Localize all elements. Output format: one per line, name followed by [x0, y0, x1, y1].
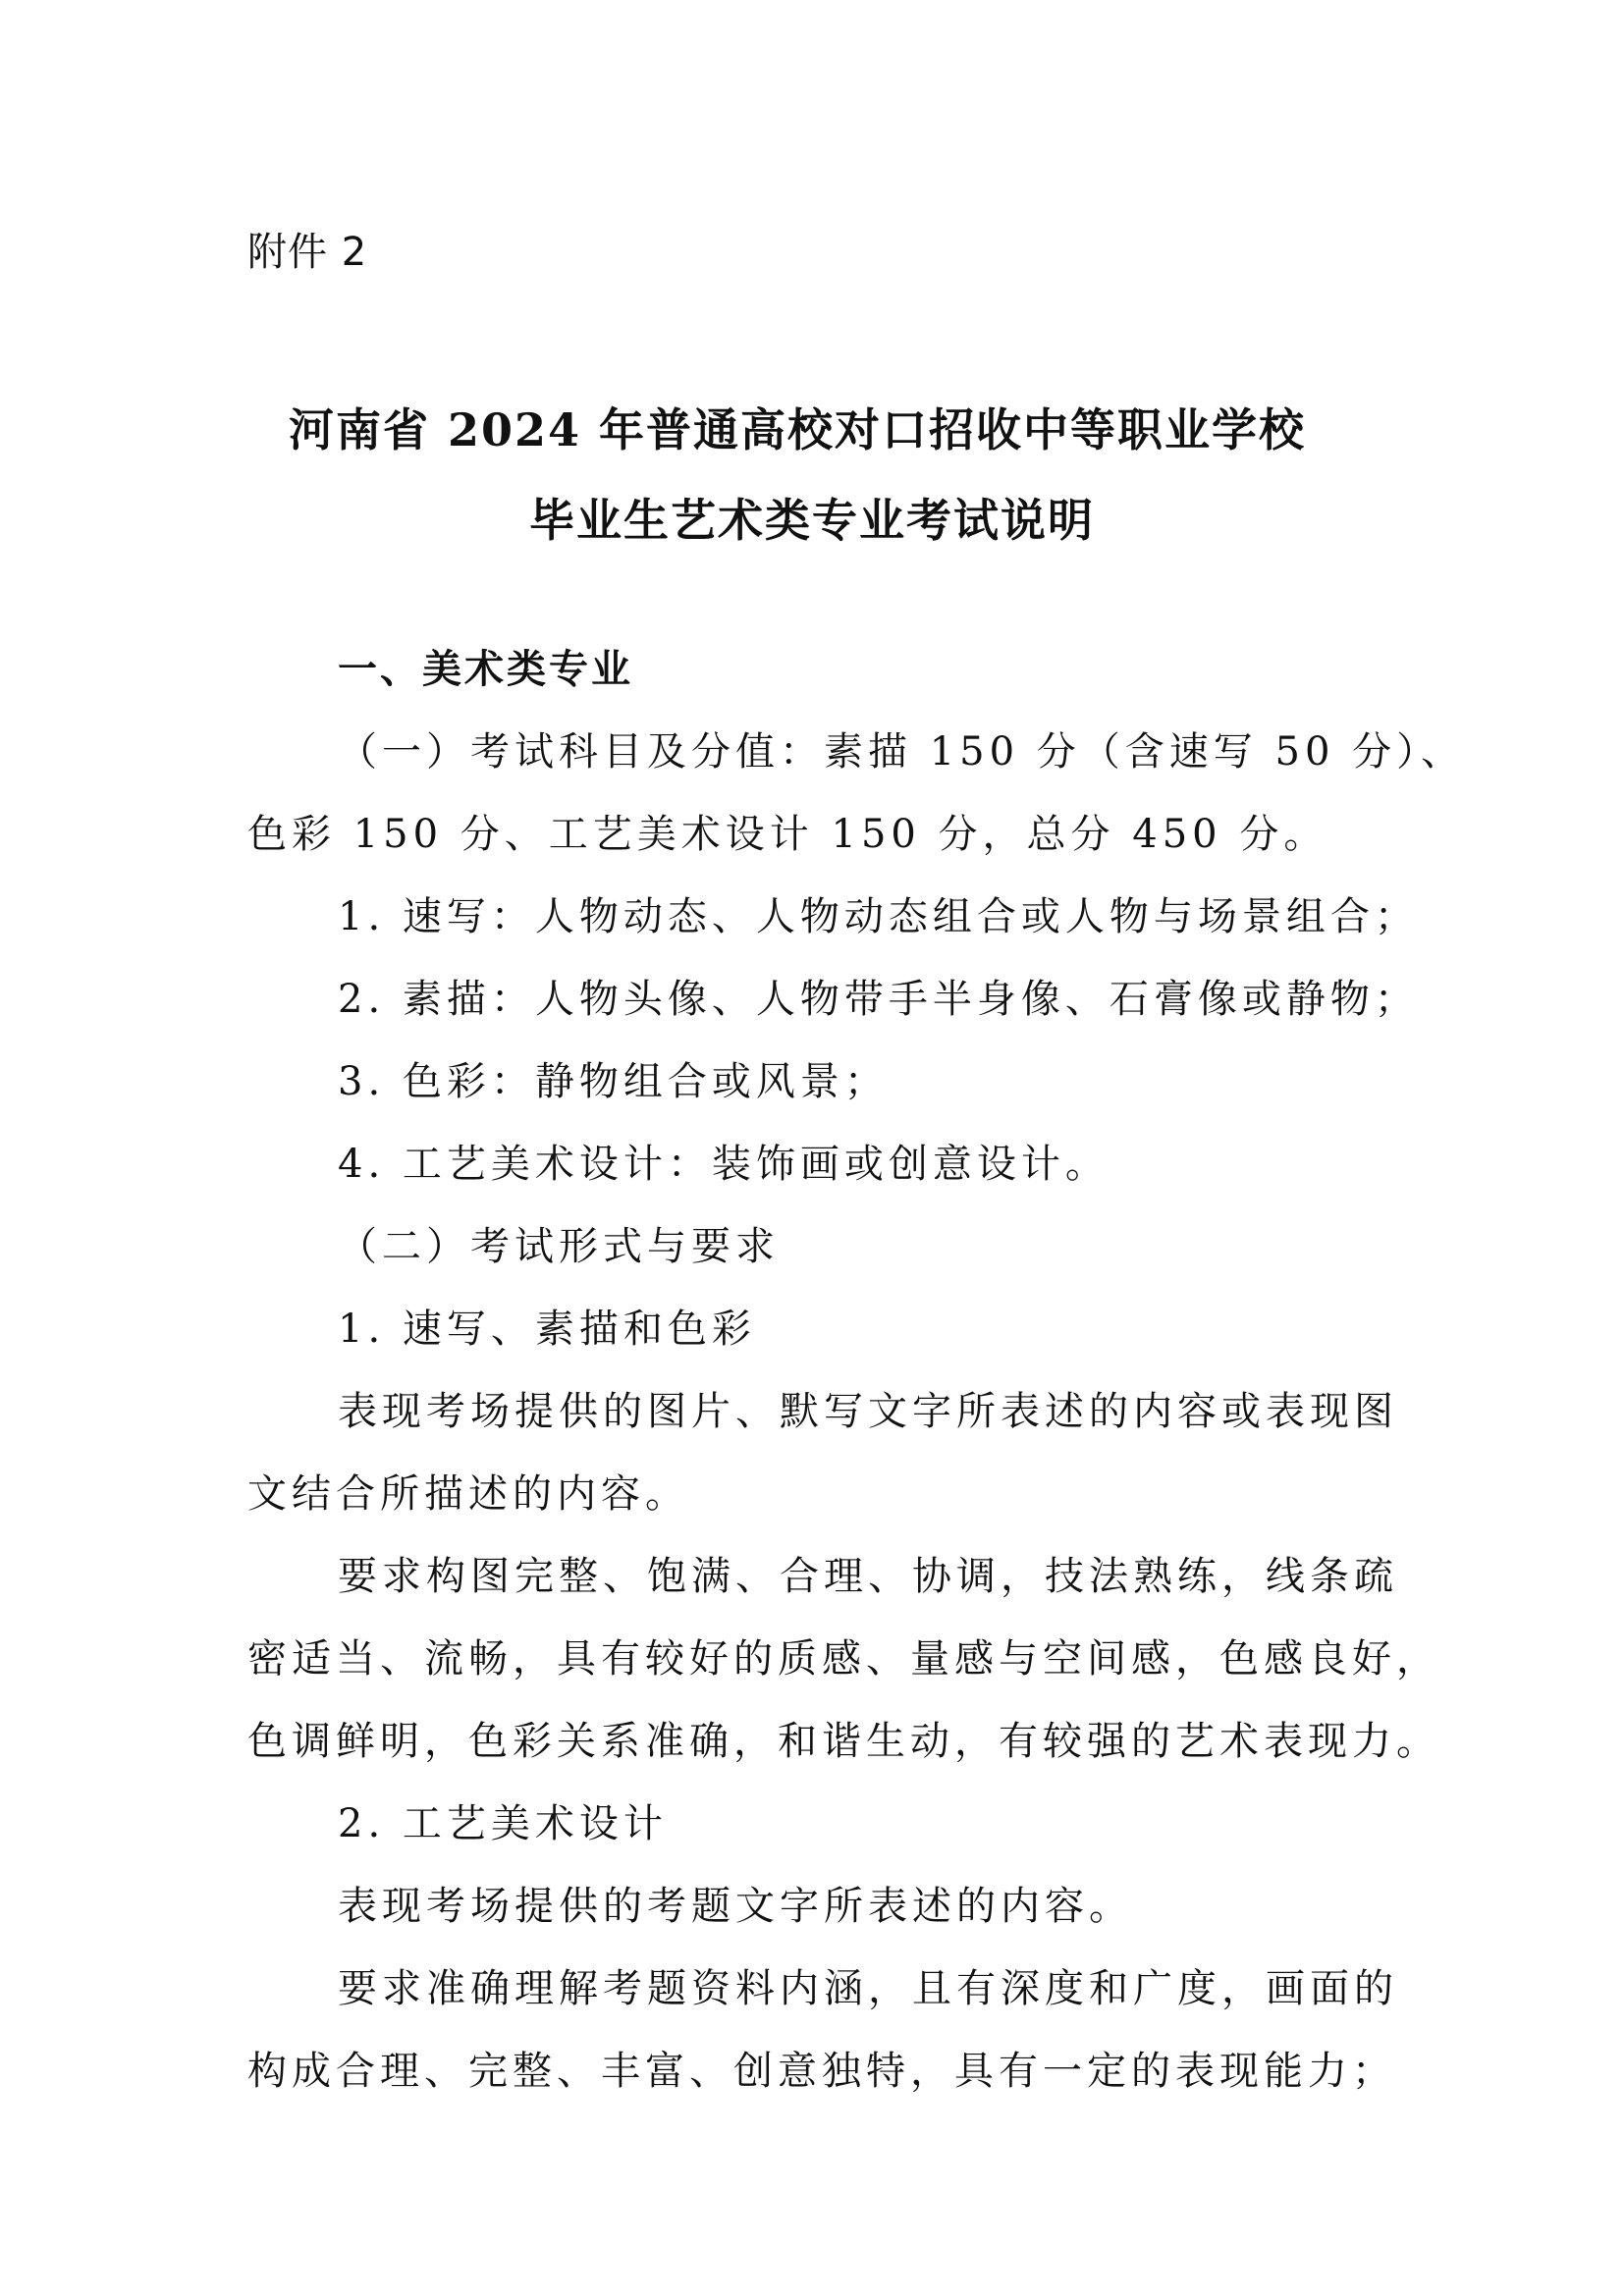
subjects-scores-line-2: 色彩 150 分、工艺美术设计 150 分，总分 450 分。	[247, 812, 1328, 857]
paragraph-4-line-2: 构成合理、完整、丰富、创意独特，具有一定的表现能力；	[247, 2049, 1396, 2094]
subsection-heading-format: （二）考试形式与要求	[338, 1224, 780, 1269]
document-title-line-1: 河南省 2024 年普通高校对口招收中等职业学校	[288, 403, 1307, 456]
list-item-sketching: 1. 速写：人物动态、人物动态组合或人物与场景组合；	[338, 894, 1419, 939]
paragraph-2-line-1: 要求构图完整、饱满、合理、协调，技法熟练，线条疏	[338, 1554, 1398, 1599]
list-item-drawing: 2. 素描：人物头像、人物带手半身像、石膏像或静物；	[338, 977, 1419, 1022]
paragraph-4-line-1: 要求准确理解考题资料内涵，且有深度和广度，画面的	[338, 1966, 1398, 2011]
paragraph-1-line-2: 文结合所描述的内容。	[247, 1471, 689, 1517]
document-title-line-2: 毕业生艺术类专业考试说明	[529, 494, 1095, 547]
section-heading-art: 一、美术类专业	[338, 647, 633, 692]
list-item-color: 3. 色彩：静物组合或风景；	[338, 1059, 889, 1104]
paragraph-2-line-2: 密适当、流畅，具有较好的质感、量感与空间感，色感良好，	[247, 1636, 1440, 1682]
paragraph-1-line-1: 表现考场提供的图片、默写文字所表述的内容或表现图	[338, 1389, 1398, 1434]
attachment-label: 附件 2	[247, 230, 368, 275]
subjects-scores-line-1: （一）考试科目及分值：素描 150 分（含速写 50 分）、	[338, 729, 1466, 774]
list-item-craft-design: 4. 工艺美术设计：装饰画或创意设计。	[338, 1142, 1110, 1187]
paragraph-3-line-1: 表现考场提供的考题文字所表述的内容。	[338, 1884, 1133, 1929]
paragraph-2-line-3: 色调鲜明，色彩关系准确，和谐生动，有较强的艺术表现力。	[247, 1719, 1440, 1764]
subsection-item-heading-2: 2. 工艺美术设计	[338, 1801, 668, 1846]
subsection-item-heading-1: 1. 速写、素描和色彩	[338, 1307, 756, 1352]
